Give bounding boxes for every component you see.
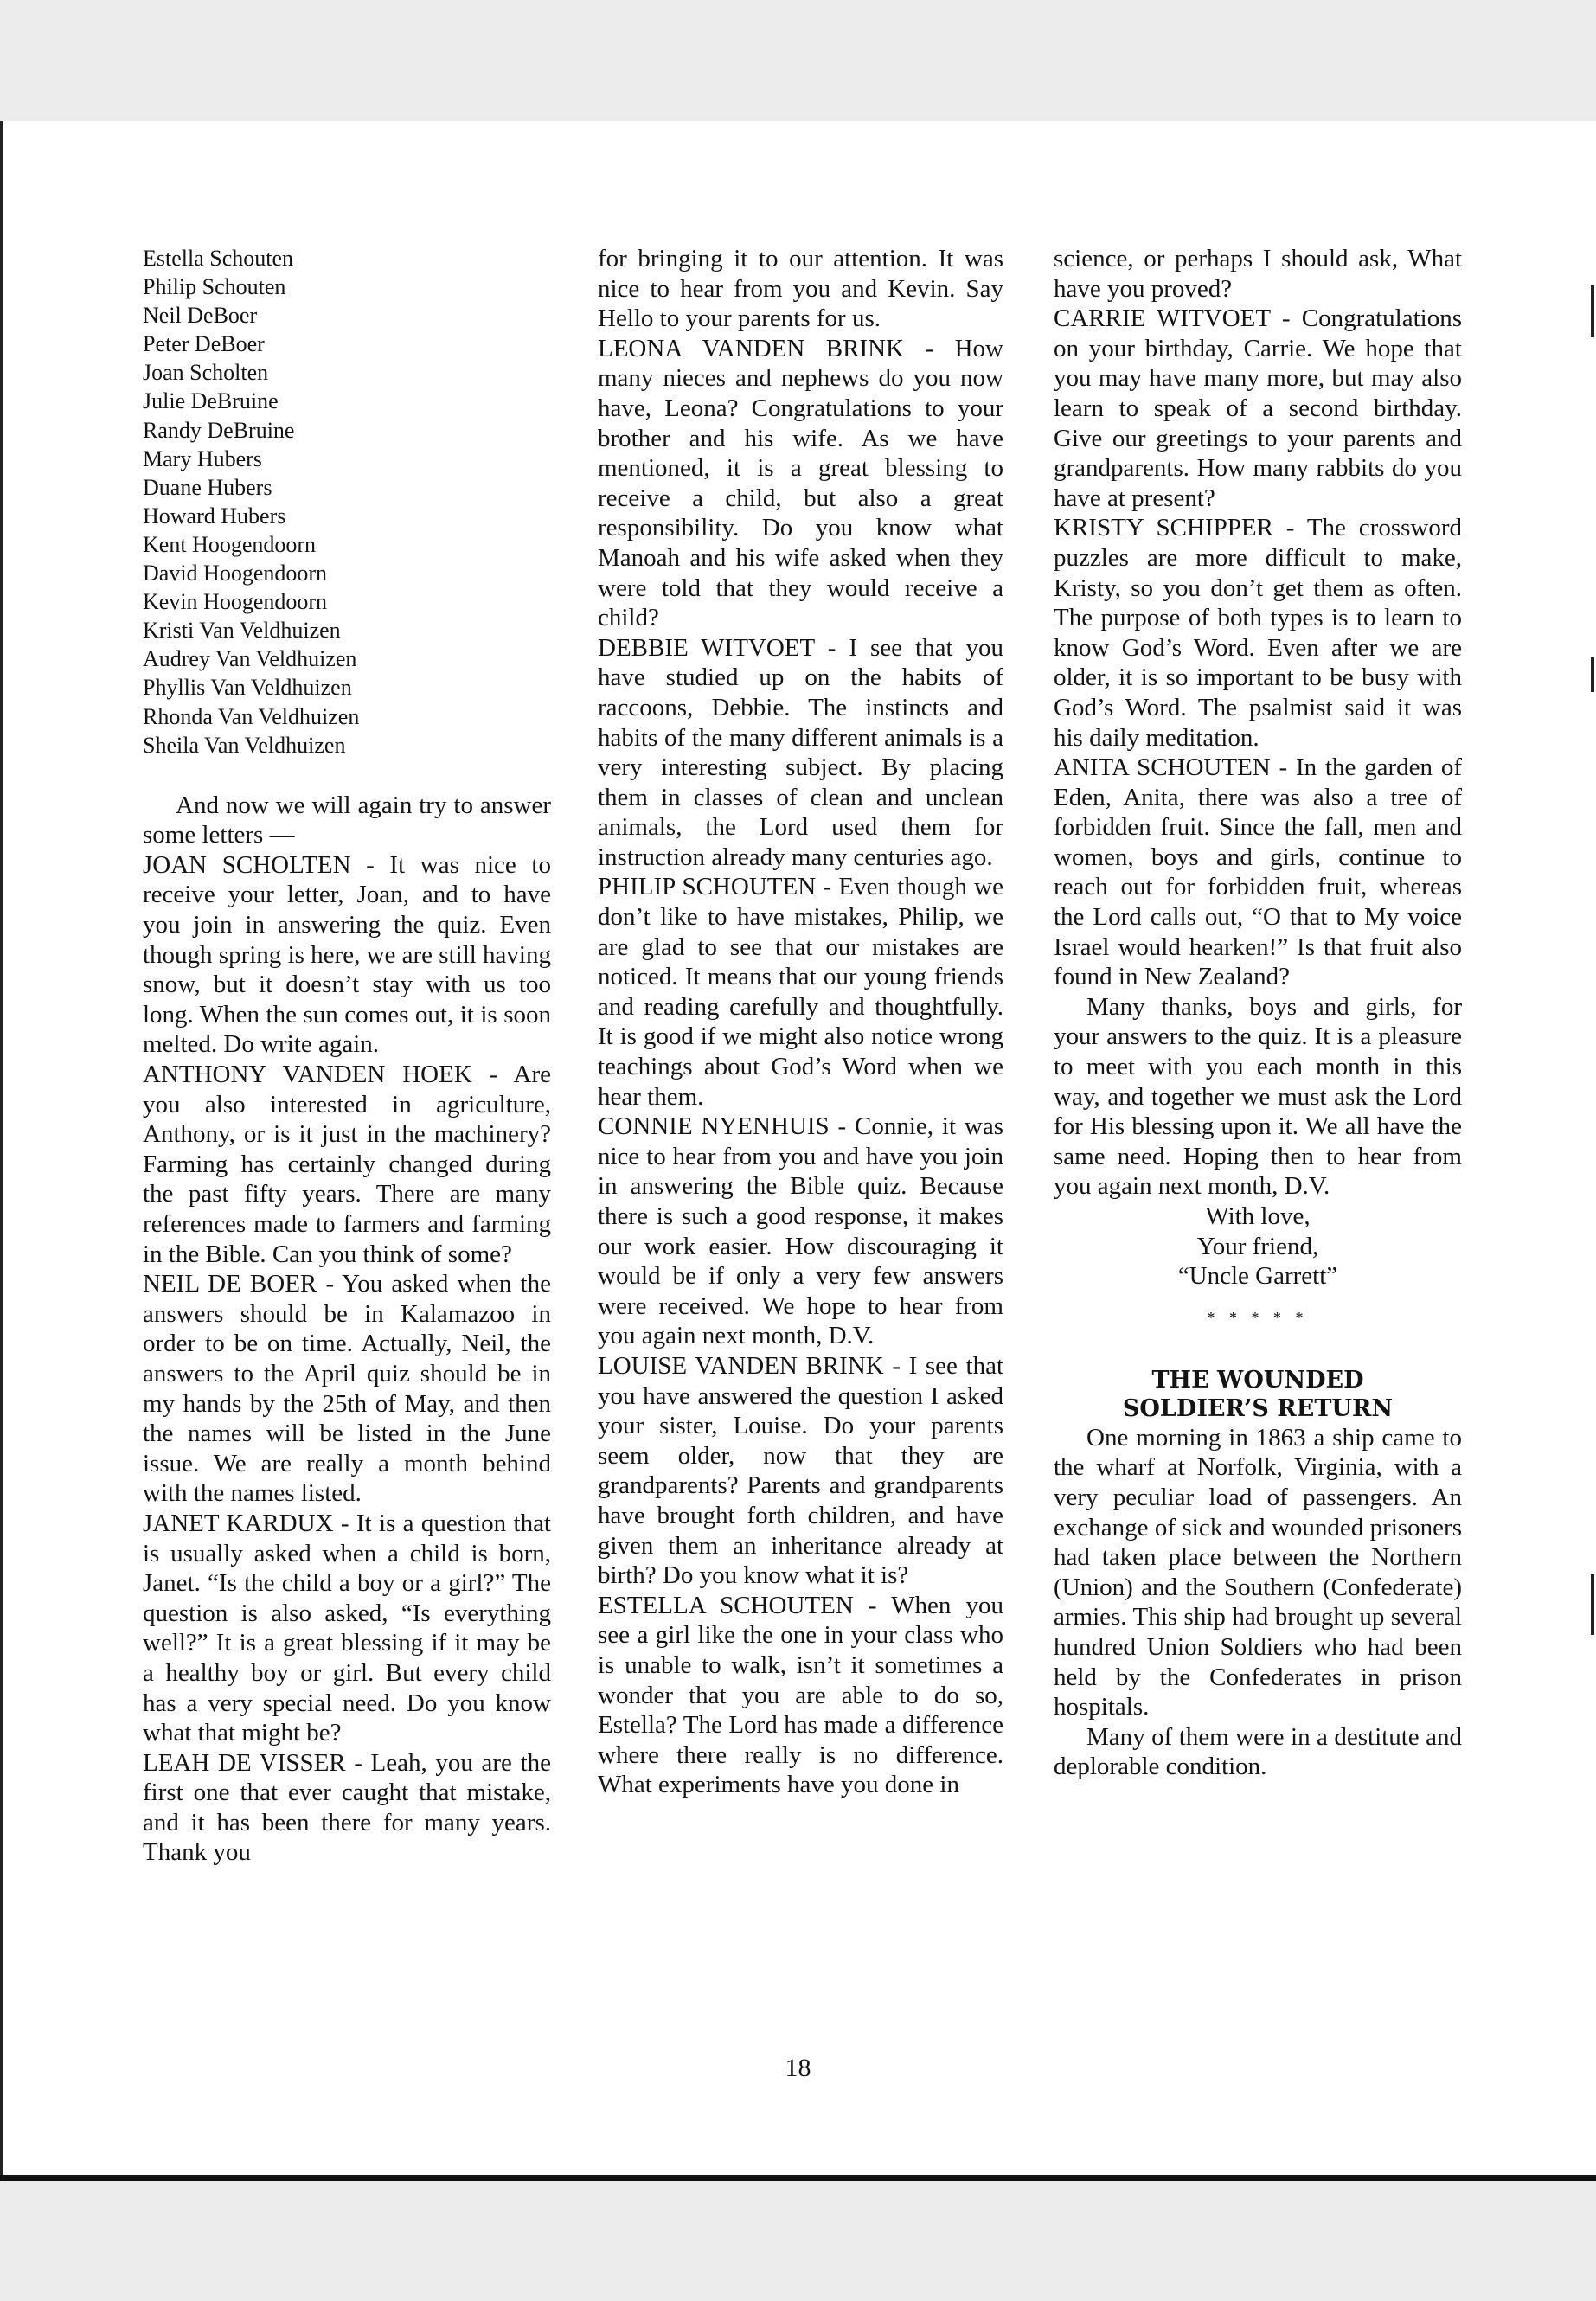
section-separator: * * * * * [1207,1308,1309,1326]
letter-reply: JANET KARDUX - It is a question that is usually asked when a child is born, Janet. “Is the child a boy or a girl?” The question is also asked, “Is everything well?” It is a great blessing if it may be a healthy boy or girl. But every child has a very special need. Do you know what that might be? [143,1509,551,1747]
spacer [143,760,551,791]
letter-continuation: science, or perhaps I should ask, What have you proved? [1054,245,1462,303]
letter-reply: LOUISE VANDEN BRINK - I see that you have answered the question I asked your sister, Louise. Do your parents seem older, now that they are grandparents? Parents and grandparents have brought forth children, and have given them an inheritance already at birth? Do you know what it is? [598,1351,1003,1590]
article-title-line: THE WOUNDED [1151,1366,1364,1394]
signoff-line: With love, [1205,1202,1311,1230]
letters-intro: And now we will again try to answer some letters — [143,791,551,849]
column-1 [143,244,551,1868]
name-item: Rhonda Van Veldhuizen [143,703,360,729]
letter-reply: DEBBIE WITVOET - I see that you have studied up on the habits of raccoons, Debbie. The instincts and habits of the many different animals is a very interesting subject. By placing them in classes of clean and unclean animals, the Lord used them for instruction already many centuries ago. [598,633,1003,871]
letter-reply: PHILIP SCHOUTEN - Even though we don’t like to have mistakes, Philip, we are glad to see that our mistakes are noticed. It means that our young friends and reading carefully and thoughtfully. It is good if we might also notice wrong teachings about God’s Word when we hear them. [598,873,1003,1111]
margin-scan-mark [1591,285,1594,337]
name-item: Estella Schouten [143,246,294,271]
letter-reply: KRISTY SCHIPPER - The crossword puzzles are more difficult to make, Kristy, so you don’t get them as often. The purpose of both types is to learn to know God’s Word. Even after we are older, it is so important to be busy with God’s Word. The psalmist said it was his daily meditation. [1054,514,1462,752]
letter-reply: ANTHONY VANDEN HOEK - Are you also interested in agriculture, Anthony, or is it just in the machinery? Farming has certainly changed during the past fifty years. There are many references made to farmers and farming in the Bible. Can you think of some? [143,1061,551,1268]
signoff-line: “Uncle Garrett” [1177,1262,1338,1291]
letter-reply: LEAH DE VISSER - Leah, you are the first one that ever caught that mistake, and it has been there for many years. Thank you [143,1748,551,1867]
name-item: Audrey Van Veldhuizen [143,646,357,672]
article-title [1054,1366,1462,1423]
article-title-line: SOLDIER’S RETURN [1122,1394,1394,1422]
signoff-line: Your friend, [1196,1232,1319,1260]
letter-reply: LEONA VANDEN BRINK - How many nieces and nephews do you now have, Leona? Congratulations to your brother and his wife. As we have mentioned, it is a great blessing to receive a child, but also a great responsibility. Do you know what Manoah and his wife asked when they were told that they would receive a child? [598,334,1003,632]
name-item: David Hoogendoorn [143,561,328,586]
column-2 [598,244,1003,1800]
name-item: Howard Hubers [143,503,286,529]
name-item: Kent Hoogendoorn [143,531,317,557]
page-number: 18 [785,2054,811,2082]
article-paragraph: Many of them were in a destitute and deplorable condition. [1054,1722,1462,1781]
page-left-edge [0,121,3,2180]
name-item: Phyllis Van Veldhuizen [143,675,352,701]
signoff-block [1054,1202,1462,1292]
name-item: Mary Hubers [143,445,262,471]
column-3 [1054,244,1462,1782]
letter-reply: JOAN SCHOLTEN - It was nice to receive your letter, Joan, and to have you join in answering the quiz. Even though spring is here, we are still having snow, but it doesn’t stay with us too long. When the sun comes out, it is soon melted. Do write again. [143,850,551,1059]
margin-scan-mark [1591,657,1594,692]
article-paragraph: One morning in 1863 a ship came to the wharf at Norfolk, Virginia, with a very peculiar load of passengers. An exchange of sick and wounded prisoners had taken place between the Northern (Union) and the Southern (Confederate) armies. This ship had brought up several hundred Union Soldiers who had been held by the Confederates in prison hospitals. [1054,1423,1462,1721]
name-item: Peter DeBoer [143,331,265,357]
letter-reply: NEIL DE BOER - You asked when the answers should be in Kalamazoo in order to be on time. Actually, Neil, the answers to the April quiz should be in my hands by the 25th of May, and then the names will be listed in the June issue. We are really a month behind with the names listed. [143,1270,551,1508]
page-bottom-rule [0,2175,1596,2181]
letter-reply: ESTELLA SCHOUTEN - When you see a girl like the one in your class who is unable to walk, isn’t it sometimes a wonder that you are able to do so, Estella? The Lord has made a difference where there really is no difference. What experiments have you done in [598,1591,1003,1799]
closing-paragraph: Many thanks, boys and girls, for your answers to the quiz. It is a pleasure to meet with you each month in this way, and together we must ask the Lord for His blessing upon it. We all have the same need. Hoping then to hear from you again next month, D.V. [1054,992,1462,1201]
name-item: Duane Hubers [143,474,272,500]
name-item: Sheila Van Veldhuizen [143,732,346,758]
letter-reply: CARRIE WITVOET - Congratulations on your birthday, Carrie. We hope that you may have many more, but may also learn to speak of a second birthday. Give our greetings to your parents and grandparents. How many rabbits do you have at present? [1054,304,1462,512]
quiz-names-list [143,244,551,760]
letter-reply: CONNIE NYENHUIS - Connie, it was nice to hear from you and have you join in answering the Bible quiz. Because there is such a good response, it makes our work easier. How discouraging it would be if only a very few answers were received. We hope to hear from you again next month, D.V. [598,1112,1003,1350]
name-item: Kristi Van Veldhuizen [143,618,341,644]
letter-continuation: for bringing it to our attention. It was nice to hear from you and Kevin. Say Hello to your parents for us. [598,245,1003,333]
name-item: Philip Schouten [143,274,286,300]
name-item: Joan Scholten [143,360,269,386]
name-item: Kevin Hoogendoorn [143,589,328,615]
margin-scan-mark [1591,1574,1594,1635]
name-item: Neil DeBoer [143,303,258,329]
name-item: Randy DeBruine [143,417,295,443]
name-item: Julie DeBruine [143,388,279,414]
letter-reply: ANITA SCHOUTEN - In the garden of Eden, Anita, there was also a tree of forbidden fruit. Since the fall, men and women, boys and girls, continue to reach out for forbidden fruit, whereas the Lord calls out, “O that to My voice Israel would hearken!” Is that fruit also found in New Zealand? [1054,753,1462,991]
